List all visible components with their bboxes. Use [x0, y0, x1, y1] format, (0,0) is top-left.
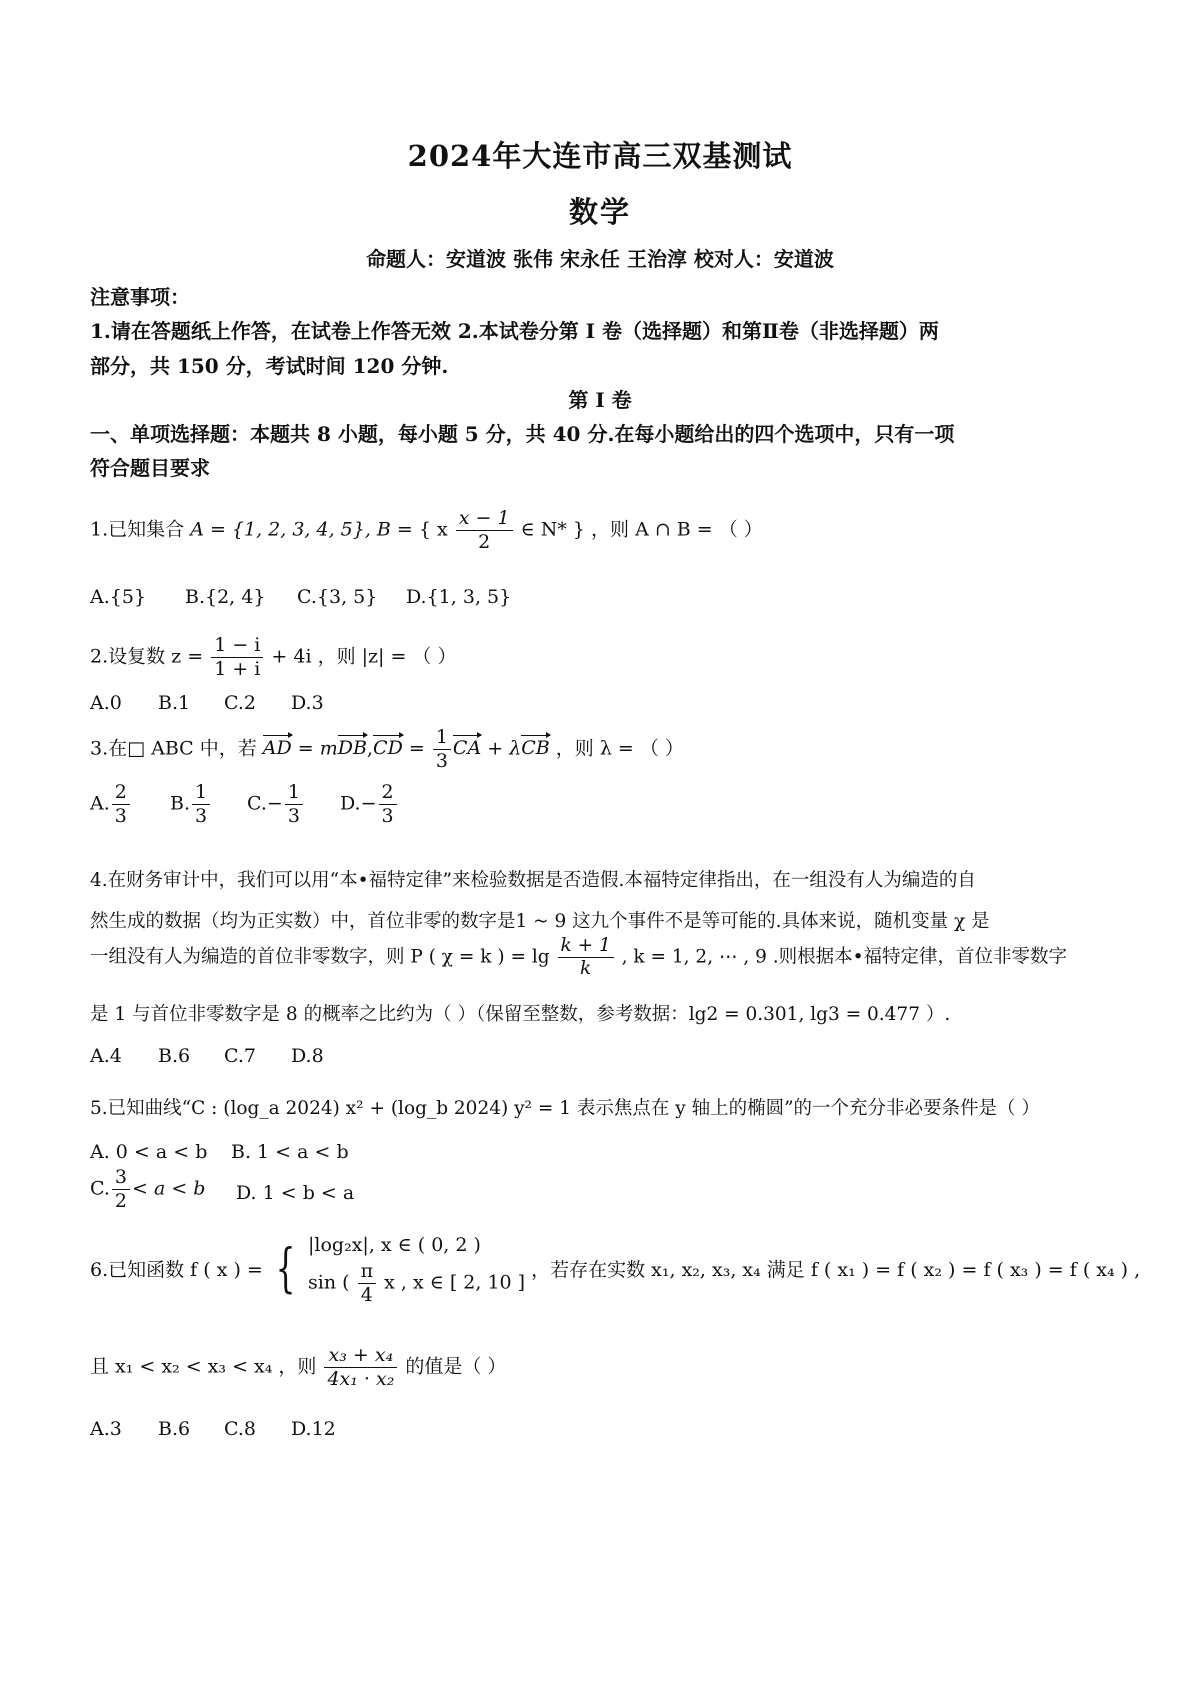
q6-case-2-post: x , x ∈ [ 2, 10 ]	[384, 1271, 526, 1294]
q3-option-d-num: 2	[379, 781, 397, 805]
q3-fraction	[433, 726, 451, 773]
q1-option-a: A.{5}	[90, 586, 147, 608]
q3-option-d-den: 3	[381, 804, 394, 827]
q5-option-c-num: 3	[112, 1166, 130, 1190]
q1-option-d: D.{1, 3, 5}	[406, 586, 512, 608]
q3-option-d	[340, 781, 399, 828]
q3-eq2: =	[408, 737, 425, 760]
q6-option-c: C.8	[224, 1418, 256, 1440]
q2-prefix: 2.设复数 z =	[90, 645, 204, 668]
q2-option-c: C.2	[224, 692, 256, 714]
q1-prefix: 1.已知集合	[90, 518, 185, 541]
q6-line-2-num: x₃ + x₄	[324, 1344, 397, 1368]
q4-option-c: C.7	[224, 1045, 256, 1067]
q3-plus: + λ	[487, 737, 522, 760]
q6-cases	[308, 1230, 525, 1307]
q3-option-b-den: 3	[195, 804, 208, 827]
q4-frac-num: k + 1	[558, 935, 614, 958]
q3-option-c-frac	[285, 781, 303, 828]
q3-option-d-frac	[379, 781, 397, 828]
q5-option-d: D. 1 < b < a	[236, 1182, 355, 1204]
q1-set-b-right: ∈ N* }	[520, 518, 585, 541]
q4-option-a: A.4	[90, 1045, 122, 1067]
q5-option-a: A. 0 < a < b	[90, 1141, 208, 1163]
q3-option-b-num: 1	[192, 781, 210, 805]
q5-option-b: B. 1 < a < b	[231, 1141, 349, 1163]
q1-suffix: ，则 A ∩ B = （ ）	[591, 518, 763, 541]
q5-option-c	[90, 1166, 205, 1213]
q6-line-2-suffix: 的值是（ ）	[405, 1355, 507, 1378]
section-heading-2: 符合题目要求	[90, 456, 210, 480]
q6-case-2: sin ( $\frac{\pi}{4}$ x , x ∈ [ 2, 10 ]	[308, 1260, 526, 1307]
q3-vector-db: DB	[337, 737, 367, 760]
q3-option-a-label: A.	[90, 792, 110, 815]
q3-vector-ca: CA	[452, 737, 482, 760]
notes-line-2: 部分，共 150 分，考试时间 120 分钟.	[90, 354, 449, 378]
notes-line-1: 1.请在答题纸上作答，在试卷上作答无效 2.本试卷分第 I 卷（选择题）和第Ⅱ卷（非选择题）两	[90, 319, 939, 343]
q3-frac-num: 1	[433, 726, 451, 750]
q4-frac-den: k	[580, 958, 592, 980]
q2-suffix: + 4i ，则 |z| = （ ）	[271, 645, 457, 668]
q4-option-b: B.6	[158, 1045, 191, 1067]
q2-frac-num: 1 − i	[211, 634, 263, 658]
notes-heading: 注意事项：	[90, 285, 190, 309]
q5-option-c-rest: < a < b	[132, 1177, 206, 1200]
q2-frac-den: 1 + i	[214, 657, 261, 680]
q6-suffix: ，若存在实数 x₁, x₂, x₃, x₄ 满足 f ( x₁ ) = f ( x₂ ) = f ( x₃ ) = f ( x₄ ) ,	[531, 1259, 1141, 1281]
q6-line-2-frac	[324, 1344, 397, 1391]
q5-option-c-den: 2	[114, 1189, 127, 1212]
q1-fraction	[456, 507, 513, 554]
q3-option-b	[170, 781, 212, 828]
question-6	[90, 1230, 1140, 1307]
q4-line-3-prefix: 一组没有人为编造的首位非零数字，则 P ( χ = k ) = lg	[90, 946, 550, 968]
q6-prefix: 6.已知函数 f ( x ) =	[90, 1259, 263, 1281]
q6-option-b: B.6	[158, 1418, 191, 1440]
q6-case-1: |log₂x|, x ∈ ( 0, 2 )	[308, 1234, 481, 1256]
q3-prefix: 3.在□ ABC 中，若	[90, 737, 257, 760]
q3-option-a-frac	[112, 781, 130, 828]
q4-line-2: 然生成的数据（均为正实数）中，首位非零的数字是1 ~ 9 这九个事件不是等可能的.具体来说，随机变量 χ 是	[90, 911, 990, 932]
q3-option-a	[90, 781, 132, 828]
q4-line-3-suffix: , k = 1, 2, ⋯ , 9 .则根据本•福特定律，首位非零数字	[621, 946, 1068, 968]
q3-option-c-num: 1	[285, 781, 303, 805]
q1-set-a: A = {1, 2, 3, 4, 5}, B =	[190, 518, 413, 541]
q6-case-2-pre: sin	[308, 1271, 337, 1294]
q6-line-2-prefix: 且 x₁ < x₂ < x₃ < x₄ ，则	[90, 1355, 317, 1378]
q6-case-2-num: π	[358, 1260, 377, 1284]
q6-option-a: A.3	[90, 1418, 122, 1440]
q4-line-1: 4.在财务审计中，我们可以用“本•福特定律”来检验数据是否造假.本福特定律指出，在一组没有人为编造的自	[90, 870, 976, 891]
q6-case-2-den: 4	[360, 1284, 373, 1307]
volume-label: 第 I 卷	[568, 388, 632, 412]
q6-case-2-frac	[358, 1260, 377, 1307]
q4-fraction	[558, 935, 614, 980]
q3-option-c-den: 3	[287, 804, 300, 827]
section-heading-1: 一、单项选择题：本题共 8 小题，每小题 5 分，共 40 分.在每小题给出的四个选项中，只有一项	[90, 422, 955, 446]
question-3	[90, 726, 684, 773]
q3-option-a-den: 3	[114, 804, 127, 827]
q3-vector-ad: AD	[262, 737, 292, 760]
q2-option-d: D.3	[291, 692, 324, 714]
q3-vector-cd: CD	[373, 737, 403, 760]
q3-option-c-label: C.	[247, 792, 267, 815]
q3-option-c-sign: −	[266, 792, 283, 815]
subject-title: 数学	[568, 195, 631, 229]
q1-set-b-left: { x	[418, 518, 448, 541]
q6-left-brace: {	[275, 1238, 296, 1299]
q2-option-a: A.0	[90, 692, 122, 714]
q5-option-c-label: C.	[90, 1177, 110, 1200]
q1-frac-den: 2	[478, 530, 491, 553]
q6-line-2-den: 4x₁ · x₂	[327, 1367, 395, 1390]
q6-option-d: D.12	[291, 1418, 336, 1440]
q3-option-b-label: B.	[170, 792, 191, 815]
q1-frac-num: x − 1	[456, 507, 513, 531]
q3-vector-cb: CB	[521, 737, 550, 760]
q5-line: 5.已知曲线“C : (log_a 2024) x² + (log_b 2024) y² = 1 表示焦点在 y 轴上的椭圆”的一个充分非必要条件是（ ）	[90, 1098, 1040, 1119]
exam-title: 2024年大连市高三双基测试	[407, 139, 793, 173]
q3-option-a-num: 2	[112, 781, 130, 805]
q6-line-2	[90, 1344, 506, 1391]
q3-frac-den: 3	[435, 749, 448, 772]
q3-comma: ,	[366, 737, 374, 760]
q4-line-3	[90, 935, 1067, 980]
q3-option-b-frac	[192, 781, 210, 828]
q1-option-b: B.{2, 4}	[185, 586, 266, 608]
authors-line: 命题人：安道波 张伟 宋永任 王治淳 校对人：安道波	[366, 247, 834, 271]
q4-option-d: D.8	[291, 1045, 324, 1067]
q2-fraction	[211, 634, 263, 681]
q4-line-4: 是 1 与首位非零数字是 8 的概率之比约为（ ）（保留至整数，参考数据：lg2 = 0.301, lg3 = 0.477 ）.	[90, 1004, 951, 1025]
question-2	[90, 634, 456, 681]
question-1	[90, 507, 763, 554]
q2-option-b: B.1	[158, 692, 191, 714]
q3-option-d-label: D.	[340, 792, 361, 815]
q3-eq1: = m	[297, 737, 338, 760]
q3-option-c	[247, 781, 305, 828]
q3-suffix: ，则 λ = （ ）	[555, 737, 684, 760]
q3-option-d-sign: −	[360, 792, 377, 815]
q1-option-c: C.{3, 5}	[297, 586, 378, 608]
q5-option-c-frac	[112, 1166, 130, 1213]
